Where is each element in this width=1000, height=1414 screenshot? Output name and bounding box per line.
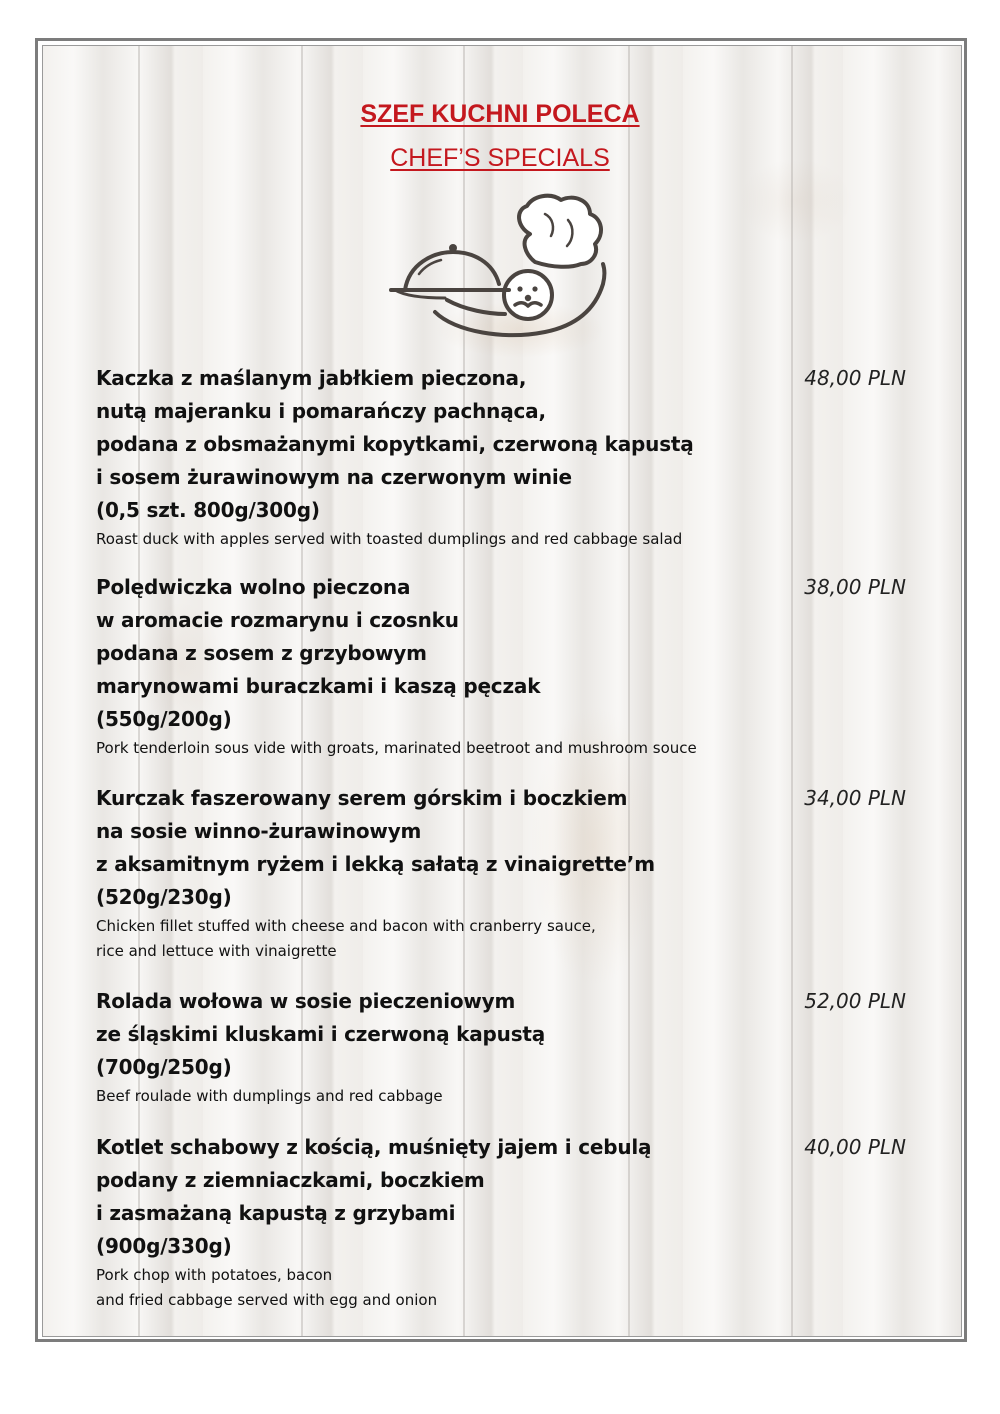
title-polish: SZEF KUCHNI POLECA	[360, 100, 640, 128]
dish-item	[96, 571, 906, 761]
dish-name: Kotlet schabowy z kością, muśnięty jajem i cebulą podany z ziemniaczkami, boczkiem i zasmażaną kapustą z grzybami (900g/330g)	[96, 1135, 652, 1258]
dish-description: Chicken fillet stuffed with cheese and bacon with cranberry sauce, rice and lettuce with vinaigrette	[96, 917, 596, 960]
dish-description: Pork chop with potatoes, bacon and fried cabbage served with egg and onion	[96, 1266, 438, 1309]
dish-item	[96, 985, 906, 1109]
dish-name: Rolada wołowa w sosie pieczeniowym ze śląskimi kluskami i czerwoną kapustą (700g/250g)	[96, 989, 546, 1079]
dish-name: Polędwiczka wolno pieczona w aromacie rozmarynu i czosnku podana z sosem z grzybowym marynowami buraczkami i kaszą pęczak (550g/200g)	[96, 575, 541, 731]
page-title	[0, 100, 1000, 129]
dish-description: Pork tenderloin sous vide with groats, marinated beetroot and mushroom souce	[96, 739, 697, 757]
dish-price: 52,00 PLN	[804, 989, 906, 1013]
dish-item	[96, 1131, 906, 1313]
dish-description: Beef roulade with dumplings and red cabbage	[96, 1087, 443, 1105]
page-subtitle	[0, 144, 1000, 173]
dish-item	[96, 362, 906, 552]
dish-name: Kaczka z maślanym jabłkiem pieczona, nutą majeranku i pomarańczy pachnąca, podana z obsmażanymi kopytkami, czerwoną kapustą i sosem żurawinowym na czerwonym winie (0,5 szt. 800g/300g)	[96, 366, 694, 522]
dish-description: Roast duck with apples served with toasted dumplings and red cabbage salad	[96, 530, 683, 548]
dish-item	[96, 782, 906, 964]
dish-price: 34,00 PLN	[804, 786, 906, 810]
dish-name: Kurczak faszerowany serem górskim i boczkiem na sosie winno-żurawinowym z aksamitnym ryżem i lekką sałatą z vinaigrette’m (520g/230g)	[96, 786, 655, 909]
title-english: CHEF’S SPECIALS	[390, 144, 610, 172]
chef-cloche-icon	[385, 192, 615, 342]
dish-price: 40,00 PLN	[804, 1135, 906, 1159]
dish-price: 38,00 PLN	[804, 575, 906, 599]
dish-price: 48,00 PLN	[804, 366, 906, 390]
